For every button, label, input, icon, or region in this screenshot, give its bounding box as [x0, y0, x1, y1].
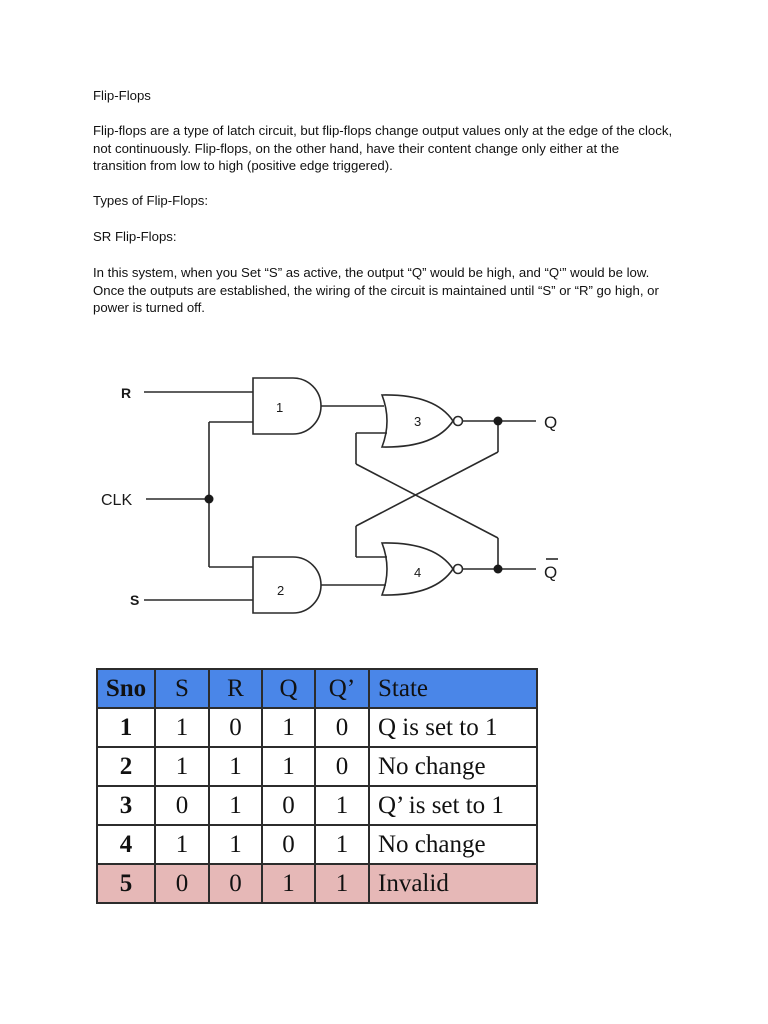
cell-q-prime: 1 [315, 786, 369, 825]
header-s: S [155, 669, 209, 708]
cell-sno: 5 [97, 864, 155, 903]
label-q-bar: Q [544, 563, 558, 582]
sr-flip-flop-circuit-diagram [90, 370, 590, 615]
cell-sno: 2 [97, 747, 155, 786]
cell-q: 1 [262, 708, 315, 747]
label-s: S [130, 592, 140, 608]
header-sno: Sno [97, 669, 155, 708]
nor3-bubble [454, 417, 463, 426]
cell-state: Q’ is set to 1 [369, 786, 537, 825]
wire-qbar-feedback-cross [356, 464, 498, 538]
table-header-row [97, 669, 537, 708]
sr-truth-table [96, 668, 538, 904]
cell-sno: 3 [97, 786, 155, 825]
cell-r: 0 [209, 708, 262, 747]
label-clk: CLK [101, 492, 133, 509]
cell-r: 0 [209, 864, 262, 903]
cell-r: 1 [209, 786, 262, 825]
cell-state: Q is set to 1 [369, 708, 537, 747]
label-gate-4: 4 [414, 565, 422, 580]
label-gate-1: 1 [276, 400, 284, 415]
intro-paragraph: Flip-flops are a type of latch circuit, but flip-flops change output values only at the edge of the clock, not continuously. Flip-flops, on the other hand, have their content change only either at the transition from low to high (positive edge triggered). [93, 123, 673, 173]
types-heading: Types of Flip-Flops: [93, 193, 209, 208]
header-r: R [209, 669, 262, 708]
cell-r: 1 [209, 825, 262, 864]
label-gate-2: 2 [277, 583, 285, 598]
cell-s: 1 [155, 825, 209, 864]
cell-s: 0 [155, 864, 209, 903]
cell-q: 1 [262, 747, 315, 786]
label-gate-3: 3 [414, 414, 422, 429]
cell-state: Invalid [369, 864, 537, 903]
wire-q-feedback-cross [356, 452, 498, 526]
cell-sno: 1 [97, 708, 155, 747]
table-row [97, 708, 537, 747]
label-q: Q [544, 413, 558, 432]
cell-q: 0 [262, 786, 315, 825]
table-row [97, 786, 537, 825]
cell-state: No change [369, 747, 537, 786]
cell-s: 0 [155, 786, 209, 825]
header-q-prime: Q’ [315, 669, 369, 708]
table-row [97, 747, 537, 786]
sr-heading: SR Flip-Flops: [93, 229, 177, 244]
cell-q-prime: 0 [315, 747, 369, 786]
cell-q-prime: 1 [315, 864, 369, 903]
cell-q-prime: 1 [315, 825, 369, 864]
and-gate-2 [253, 557, 321, 613]
header-q: Q [262, 669, 315, 708]
nor4-bubble [454, 565, 463, 574]
junction-qbar [494, 565, 503, 574]
label-r: R [121, 385, 132, 401]
sr-description-paragraph: In this system, when you Set “S” as active, the output “Q” would be high, and “Q‘” would be low. Once the outputs are established, the wiring of the circuit is maintained until “S” or “R” go high, or power is turned off. [93, 265, 659, 315]
header-state: State [369, 669, 537, 708]
cell-r: 1 [209, 747, 262, 786]
junction-q [494, 417, 503, 426]
cell-state: No change [369, 825, 537, 864]
cell-sno: 4 [97, 825, 155, 864]
cell-q-prime: 0 [315, 708, 369, 747]
cell-s: 1 [155, 708, 209, 747]
and-gate-1 [253, 378, 321, 434]
junction-clk [205, 495, 214, 504]
cell-q: 0 [262, 825, 315, 864]
table-row [97, 825, 537, 864]
table-row-invalid [97, 864, 537, 903]
cell-s: 1 [155, 747, 209, 786]
cell-q: 1 [262, 864, 315, 903]
page-title: Flip-Flops [93, 88, 151, 103]
